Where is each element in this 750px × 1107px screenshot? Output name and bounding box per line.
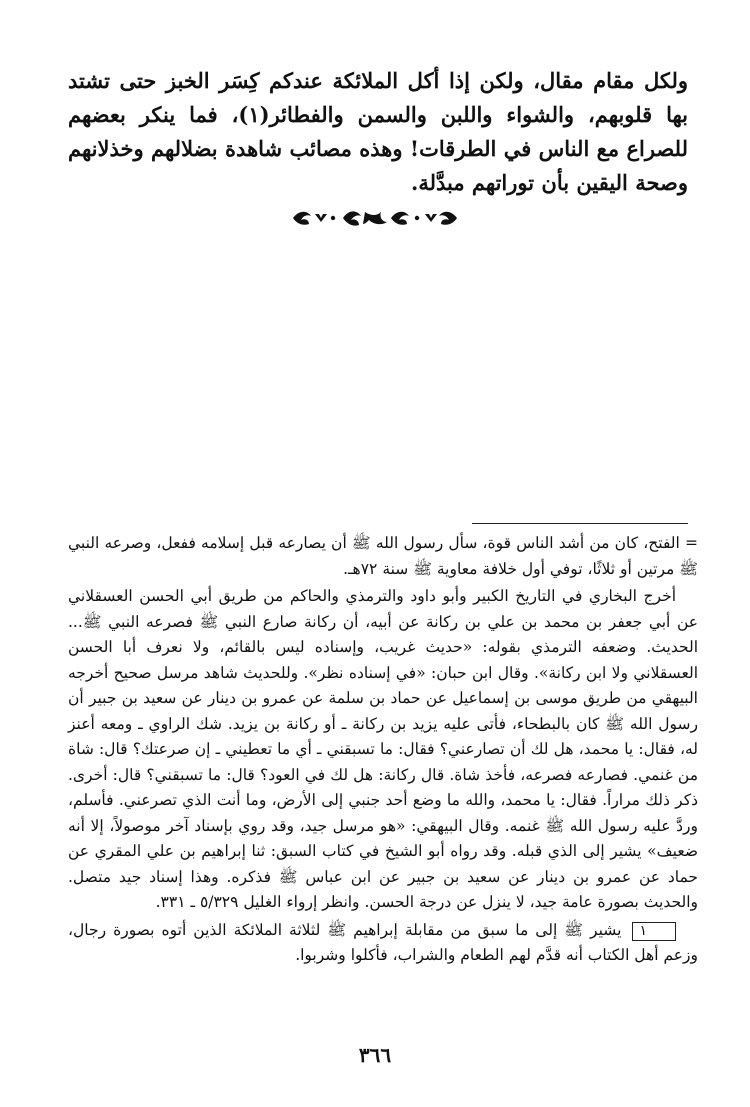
- footnotes-section: [68, 531, 698, 969]
- main-paragraph: ولكل مقام مقال، ولكن إذا أكل الملائكة عندكم كِسَر الخبز حتى تشتد بها قلوبهم، والشواء واللبن والسمن والفطائر(١)، فما ينكر بعضهم للصراع مع الناس في الطرقات! وهذه مصائب شاهدة بضلالهم وخذلانهم وصحة اليقين بأن توراتهم مبدَّلة.: [68, 68, 689, 195]
- floral-ornament-icon: [285, 206, 465, 230]
- main-text: [68, 64, 688, 200]
- page-number: ٣٦٦: [358, 1043, 392, 1067]
- section-divider-ornament: [0, 206, 750, 234]
- footnote-separator: [472, 523, 688, 524]
- footnote-1-text: يشير ﷺ إلى ما سبق من مقابلة إبراهيم ﷺ لثلاثة الملائكة الذين أتوه بصورة رجال، وزعم أهل الكتاب أنه قدَّم لهم الطعام والشراب، فأكلوا وشربوا.: [68, 920, 698, 964]
- footnote-1: [68, 918, 698, 969]
- footnote-continuation: = الفتح، كان من أشد الناس قوة، سأل رسول الله ﷺ أن يصارعه قبل إسلامه ففعل، وصرعه النبي ﷺ مرتين أو ثلاثًا، توفي أول خلافة معاوية ﷺ سنة ٧٢هـ.: [68, 534, 698, 578]
- footnote-takhrij: أخرج البخاري في التاريخ الكبير وأبو داود والترمذي والحاكم من طريق أبي الحسن العسقلاني عن أبي جعفر بن محمد بن علي بن ركانة عن أبيه، أن ركانة صارع النبي ﷺ فصرعه النبي ﷺ... الحديث. وضعفه الترمذي بقوله: «حديث غريب، وإسناده ليس بالقائم، ولا نعرف أبا الحسن العسقلاني ولا ابن ركانة». وقال ابن حبان: «في إسناده نظر». وللحديث شاهد مرسل صحيح أخرجه البيهقي من طريق موسى بن إسماعيل عن حماد بن سلمة عن عمرو بن دينار عن سعيد بن جبير أن رسول الله ﷺ كان بالبطحاء، فأتى عليه يزيد بن ركانة ـ أو ركانة بن يزيد. شك الراوي ـ ومعه أعنز له، فقال: يا محمد، هل لك أن تصارعني؟ فقال: ما تسبقني ـ أي ما تعطيني ـ إن صرعتك؟ قال: شاة من غنمي. فصارعه فصرعه، فأخذ شاة. قال ركانة: هل لك في العود؟ قال: ما تسبقني؟ قال: أخرى. ذكر ذلك مراراً. فقال: يا محمد، والله ما وضع أحد جنبي إلى الأرض، وما أنت الذي تصرعني. فأسلم، وردَّ عليه رسول الله ﷺ غنمه. وقال البيهقي: «هو مرسل جيد، وقد روي بإسناد آخر موصولاً، إلا أنه ضعيف» يشير إلى الذي قبله. وقد رواه أبو الشيخ في كتاب السبق: ثنا إبراهيم بن علي المقري عن حماد عن عمرو بن دينار عن سعيد بن جبير عن ابن عباس ﷺ فذكره. وهذا إسناد جيد متصل. والحديث بصورة عامة جيد، لا ينزل عن درجة الحسن. وانظر إرواء الغليل ٥/٣٢٩ ـ ٣٣١.: [68, 587, 698, 911]
- footnote-number-box: ١: [632, 922, 676, 941]
